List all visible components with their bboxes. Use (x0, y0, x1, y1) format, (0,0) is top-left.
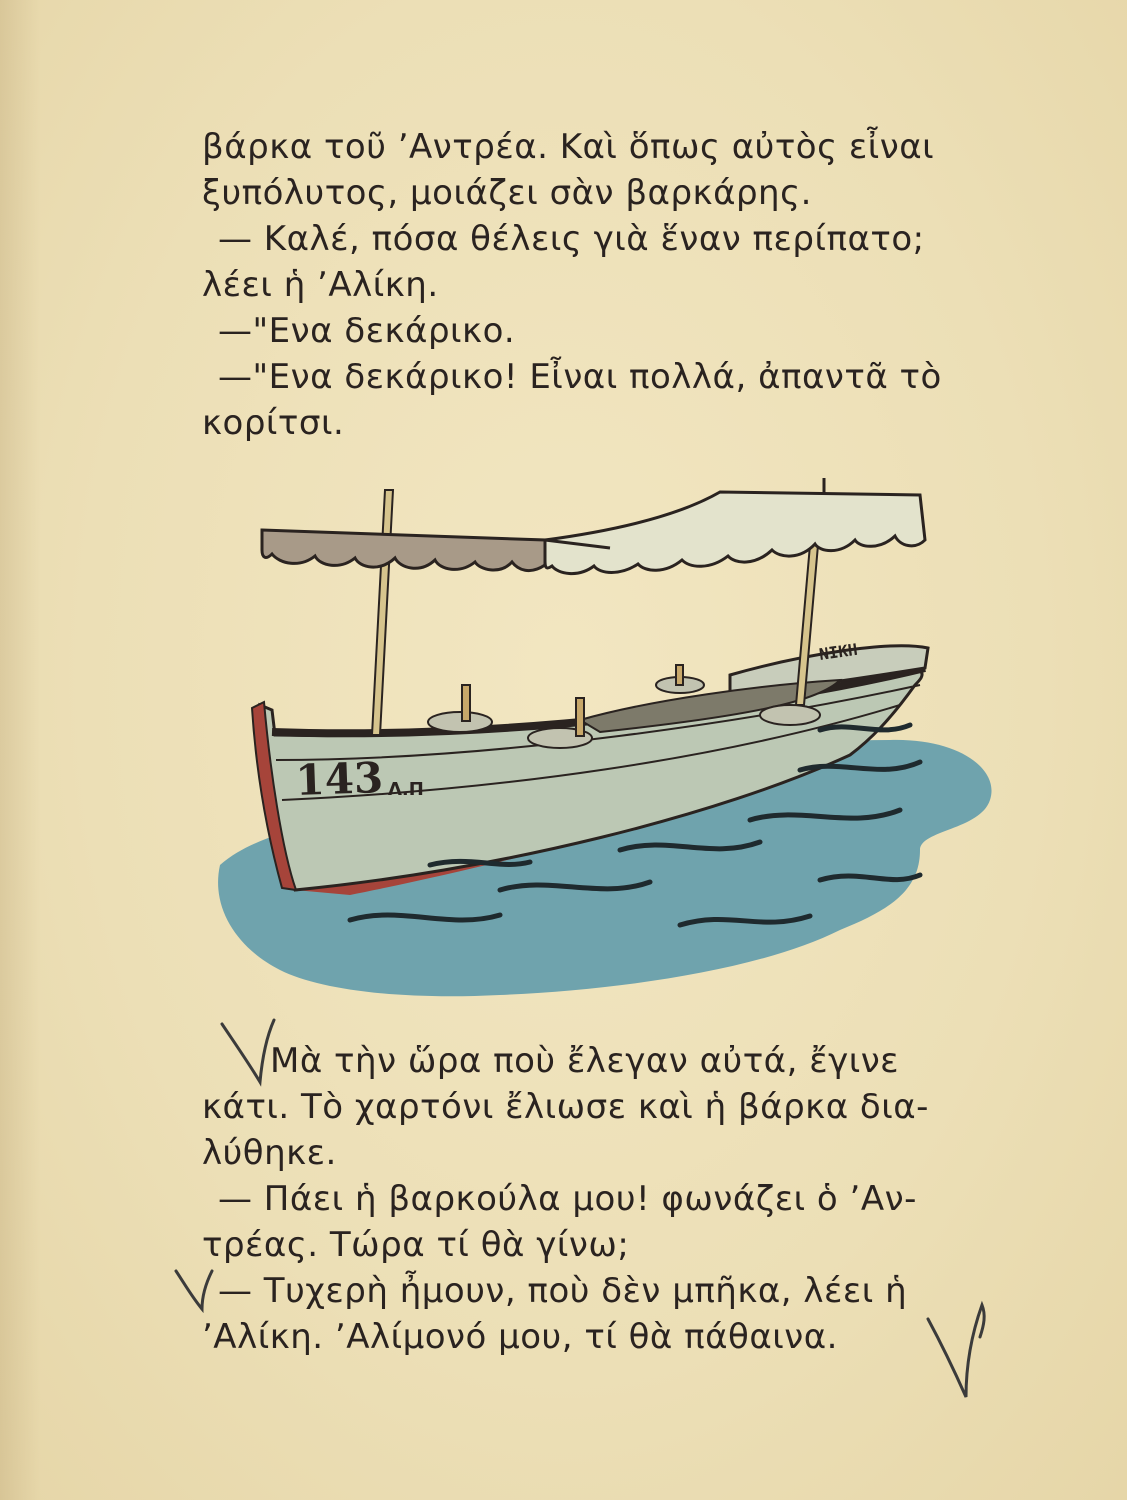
text-line: λύθηκε. (202, 1133, 337, 1173)
awning-right (545, 492, 925, 574)
pencil-check-mark-icon (218, 1016, 278, 1088)
seat (760, 705, 820, 725)
paragraph-top (202, 124, 942, 446)
seat (428, 712, 492, 732)
text-line: κάτι. Τὸ χαρτόνι ἔλιωσε καὶ ἡ βάρκα δια- (202, 1087, 929, 1127)
text-line: — Τυχερὴ ἦμουν, ποὺ δὲν μπῆκα, λέει ἡ (218, 1271, 908, 1311)
awning-left (262, 530, 545, 571)
text-line: ’Αλίκη. ’Αλίμονό μου, τί θὰ πάθαινα. (202, 1317, 838, 1357)
post (462, 685, 470, 721)
pencil-check-mark-icon (172, 1265, 222, 1315)
paragraph-bottom (202, 1038, 929, 1360)
text-line: — Καλέ, πόσα θέλεις γιὰ ἕναν περίπατο; (218, 219, 925, 259)
text-line: Μὰ τὴν ὥρα ποὺ ἔλεγαν αὐτά, ἔγινε (270, 1041, 900, 1081)
text-line: λέει ἡ ’Αλίκη. (202, 265, 439, 305)
text-line: —"Ενα δεκάρικο. (218, 311, 516, 351)
text-line: ξυπόλυτος, μοιάζει σὰν βαρκάρης. (202, 173, 812, 213)
text-line: κορίτσι. (202, 403, 345, 443)
text-line: — Πάει ἡ βαρκούλα μου! φωνάζει ὁ ’Αν- (218, 1179, 917, 1219)
boat-illustration (200, 470, 1010, 1010)
text-line: βάρκα τοῦ ’Αντρέα. Καὶ ὅπως αὐτὸς εἶναι (202, 127, 935, 167)
mast-left (372, 490, 393, 735)
boat-name-label: ΝΙΚΗ (817, 639, 859, 664)
post (676, 665, 683, 685)
post (576, 698, 584, 736)
pencil-check-mark-icon (920, 1285, 1000, 1405)
boat-number-label: 143 (294, 752, 384, 805)
text-line: —"Ενα δεκάρικο! Εἶναι πολλά, ἀπαντᾶ τὸ (218, 357, 942, 397)
boat-registration-label: Λ.Π (388, 779, 424, 800)
text-line: τρέας. Τώρα τί θὰ γίνω; (202, 1225, 630, 1265)
page-edge-shadow (0, 0, 40, 1500)
